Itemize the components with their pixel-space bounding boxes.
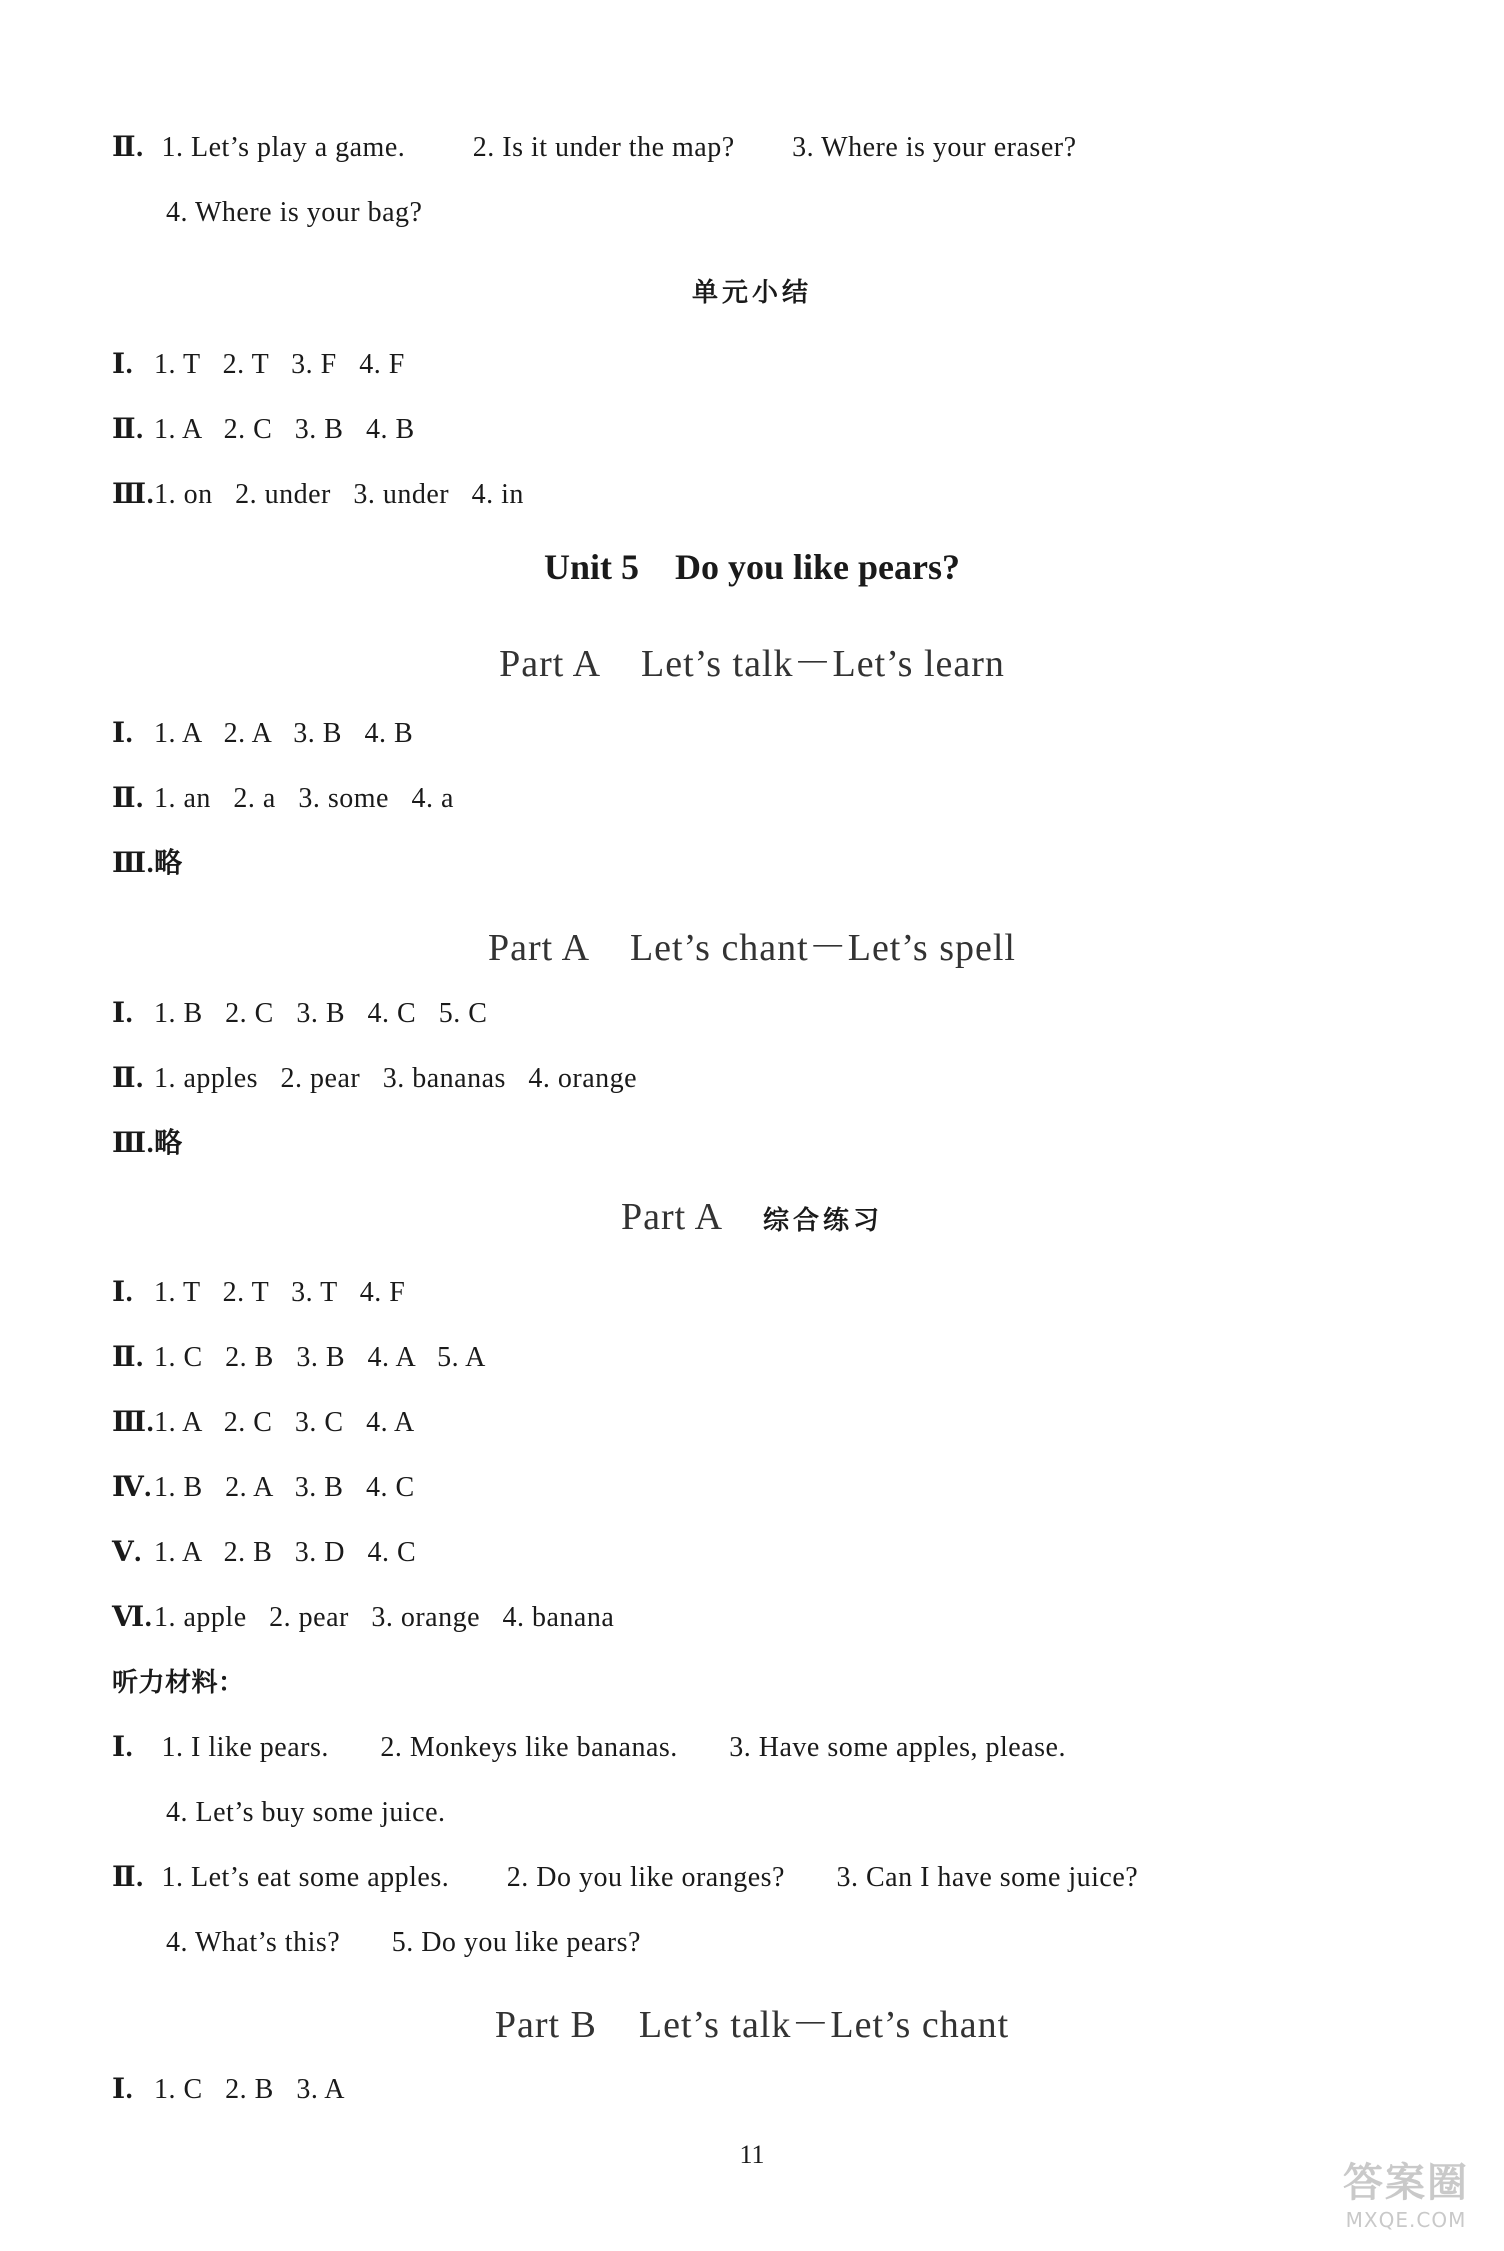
answer-line: Ⅴ. 1. A 2. B 3. D 4. C — [112, 1537, 417, 1568]
page-number: 11 — [739, 2140, 765, 2169]
answer-line: Ⅲ.1. on 2. under 3. under 4. in — [112, 479, 524, 510]
answer-line: Ⅰ. 1. A 2. A 3. B 4. B — [112, 718, 414, 749]
part-title: Part A 综合练习 — [620, 1196, 884, 1238]
answer-line: Ⅱ. 1. Let’s play a game. 2. Is it under the map? 3. Where is your eraser? — [112, 132, 1077, 163]
watermark-url: MXQE.COM — [1345, 2208, 1467, 2232]
listening-label: 听力材料： — [112, 1668, 245, 1698]
answer-line: Ⅲ.略 — [112, 1126, 183, 1159]
answer-line: Ⅰ. 1. C 2. B 3. A — [112, 2074, 346, 2105]
watermark-logo-text: 答案圈 — [1343, 2160, 1469, 2206]
unit-title: Unit 5 Do you like pears? — [543, 547, 961, 587]
answer-line: Ⅱ. 1. A 2. C 3. B 4. B — [112, 414, 415, 445]
section-title: 单元小结 — [691, 278, 812, 308]
site-watermark — [1326, 2151, 1486, 2241]
answer-line: Ⅰ. 1. T 2. T 3. T 4. F — [112, 1277, 406, 1308]
answer-line: Ⅱ. 1. C 2. B 3. B 4. A 5. A — [112, 1342, 486, 1373]
part-title: Part A Let’s talk－Let’s learn — [499, 643, 1005, 685]
answer-line: Ⅱ. 1. an 2. a 3. some 4. a — [112, 783, 454, 814]
answer-line: Ⅲ.略 — [112, 846, 183, 879]
answer-line: 4. What’s this? 5. Do you like pears? — [166, 1927, 641, 1958]
answer-line: Ⅵ.1. apple 2. pear 3. orange 4. banana — [112, 1602, 615, 1633]
answer-line: 4. Let’s buy some juice. — [166, 1797, 446, 1828]
answer-line: Ⅰ. 1. B 2. C 3. B 4. C 5. C — [112, 998, 488, 1029]
answer-line: 4. Where is your bag? — [166, 197, 423, 228]
answer-line: Ⅲ.1. A 2. C 3. C 4. A — [112, 1407, 415, 1438]
answer-line: Ⅱ. 1. Let’s eat some apples. 2. Do you like oranges? 3. Can I have some juice? — [112, 1862, 1139, 1893]
answer-line: Ⅳ.1. B 2. A 3. B 4. C — [112, 1472, 415, 1503]
answer-line: Ⅰ. 1. T 2. T 3. F 4. F — [112, 349, 405, 380]
answer-line: Ⅱ. 1. apples 2. pear 3. bananas 4. orange — [112, 1063, 638, 1094]
part-title: Part B Let’s talk－Let’s chant — [494, 2004, 1010, 2046]
part-title: Part A Let’s chant－Let’s spell — [488, 927, 1016, 969]
answer-line: Ⅰ. 1. I like pears. 2. Monkeys like bananas. 3. Have some apples, please. — [112, 1732, 1066, 1763]
